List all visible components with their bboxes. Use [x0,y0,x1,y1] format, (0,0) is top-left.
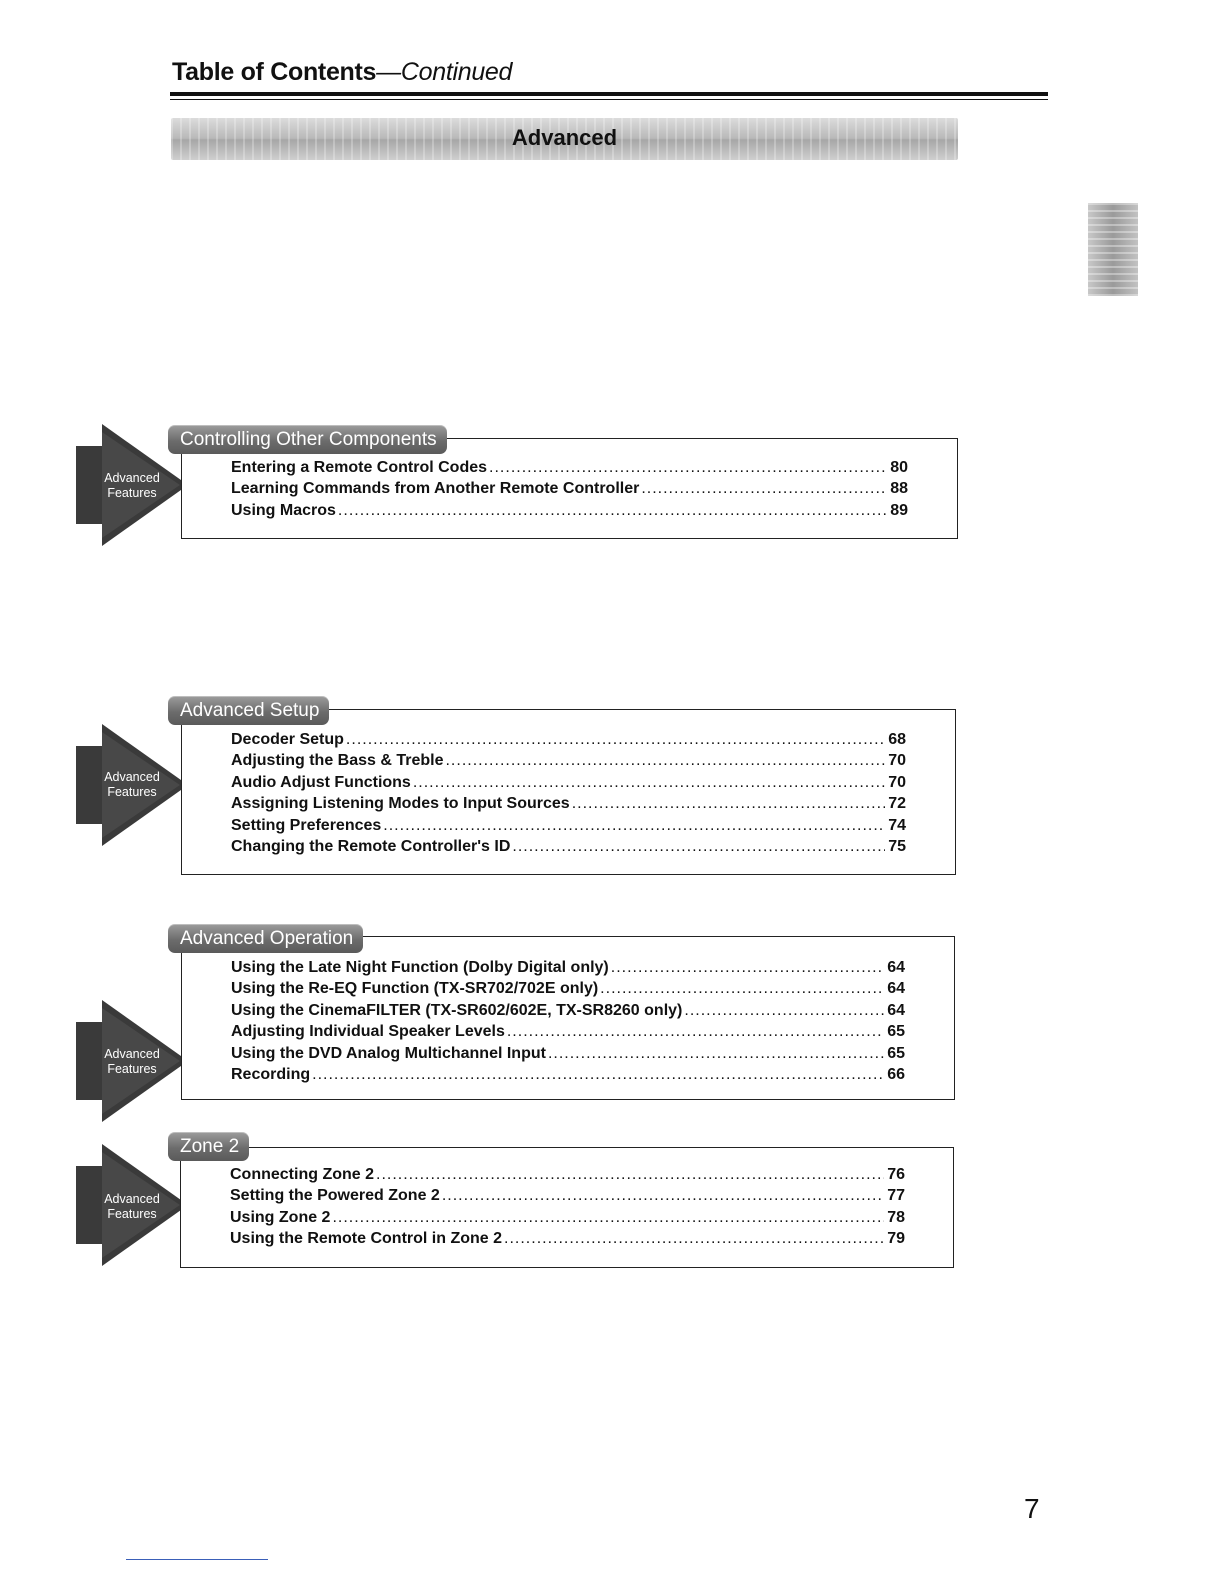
arrow-label [76,1047,188,1077]
dot-leader [512,838,885,856]
toc-entry-page: 79 [887,1230,905,1248]
toc-entry-title: Connecting Zone 2 [230,1166,374,1183]
toc-entry-title: Learning Commands from Another Remote Controller [231,480,640,498]
arrow-label [76,471,188,501]
toc-entry[interactable] [231,838,906,859]
toc-entry[interactable] [230,1166,905,1187]
toc-entry-page: 65 [887,1044,905,1062]
toc-entry-page: 72 [888,795,906,813]
footer-line [126,1559,268,1560]
arrow-label-line1: Advanced [104,1047,160,1061]
toc-entry-title: Recording [231,1065,311,1083]
arrow-label-line1: Advanced [104,471,160,485]
toc-entry-page: 75 [888,837,906,855]
toc-entry-title: Using the DVD Analog Multichannel Input [231,1044,546,1062]
toc-entry[interactable] [231,1023,905,1044]
toc-entry-page: 78 [887,1208,905,1226]
toc-entry[interactable] [231,502,908,523]
toc-entry[interactable] [231,774,906,795]
toc-entry[interactable] [231,459,908,480]
toc-entry-title: Using the Re-EQ Function (TX-SR702/702E only) [231,980,599,998]
arrow-label-line1: Advanced [104,1192,160,1206]
toc-entry-page: 76 [887,1166,905,1183]
dot-leader [445,752,885,770]
toc-entry-title: Adjusting Individual Speaker Levels [231,1023,505,1041]
advanced-banner [171,118,958,160]
toc-entry[interactable] [230,1209,905,1230]
toc-entry-title: Assigning Listening Modes to Input Sources [231,795,570,813]
dot-leader [338,502,887,520]
section-entries [231,459,908,523]
toc-entry-title: Entering a Remote Control Codes [231,459,488,476]
toc-entry[interactable] [231,1066,905,1087]
section-title-pill: Advanced Operation [168,924,363,953]
section-title-pill: Zone 2 [168,1132,249,1161]
dot-leader [684,1002,884,1020]
section-entries [230,1166,905,1252]
arrow-label-line2: Features [107,1062,157,1076]
arrow-label [76,770,188,800]
toc-entry-page: 80 [890,459,908,476]
toc-entry-title: Using the Remote Control in Zone 2 [230,1230,503,1248]
toc-entry[interactable] [231,980,905,1001]
toc-entry-title: Setting Preferences [231,816,382,834]
toc-entry-title: Using the CinemaFILTER (TX-SR602/602E, TX-SR8260 only) [231,1001,683,1019]
dot-leader [383,817,885,835]
side-thumb-tab [1088,203,1138,296]
toc-entry-title: Using Macros [231,501,336,519]
toc-entry-page: 88 [890,480,908,498]
dot-leader [600,980,884,998]
arrow-label-line2: Features [107,1207,157,1221]
toc-entry-page: 77 [887,1187,905,1205]
toc-entry[interactable] [231,480,908,501]
toc-entry[interactable] [230,1187,905,1208]
toc-entry-title: Using the Late Night Function (Dolby Digital only) [231,959,609,976]
toc-entry[interactable] [231,1002,905,1023]
dot-leader [641,480,887,498]
page-header-title [172,58,512,87]
toc-entry-page: 68 [888,731,906,748]
arrow-badge-setup [76,724,196,846]
dot-leader [332,1209,884,1227]
page-number: 7 [1024,1493,1040,1524]
dot-leader [346,731,885,749]
toc-entry-page: 74 [888,816,906,834]
toc-entry-page: 64 [887,980,905,998]
section-title-pill: Controlling Other Components [168,425,447,454]
toc-entry-title: Setting the Powered Zone 2 [230,1187,440,1205]
toc-entry[interactable] [231,959,905,980]
header-rule-thick [170,92,1048,96]
dot-leader [548,1045,884,1063]
toc-entry[interactable] [231,731,906,752]
dot-leader [312,1066,884,1084]
toc-entry-page: 70 [888,773,906,791]
toc-entry[interactable] [231,752,906,773]
toc-entry-page: 64 [887,1001,905,1019]
toc-entry-page: 64 [887,959,905,976]
toc-entry[interactable] [231,817,906,838]
header-continued-text: —Continued [376,58,513,86]
toc-entry-title: Using Zone 2 [230,1208,331,1226]
dot-leader [376,1166,884,1184]
section-entries [231,959,905,1087]
dot-leader [413,774,885,792]
arrow-badge-operation [76,1000,196,1122]
toc-entry[interactable] [231,795,906,816]
toc-entry-page: 66 [887,1065,905,1083]
toc-entry[interactable] [230,1230,905,1251]
dot-leader [442,1187,884,1205]
dot-leader [611,959,884,977]
toc-entry-title: Adjusting the Bass & Treble [231,752,444,770]
dot-leader [489,459,887,477]
arrow-label-line1: Advanced [104,770,160,784]
toc-entry-title: Changing the Remote Controller's ID [231,837,511,855]
arrow-label-line2: Features [107,486,157,500]
arrow-label [76,1192,188,1222]
toc-entry-page: 65 [887,1023,905,1041]
toc-entry-title: Decoder Setup [231,731,344,748]
toc-entry-page: 70 [888,752,906,770]
section-entries [231,731,906,859]
header-title-text: Table of Contents [172,58,377,86]
dot-leader [507,1023,884,1041]
arrow-badge-zone2 [76,1144,196,1266]
dot-leader [572,795,886,813]
header-rule-thin [170,99,1048,100]
arrow-label-line2: Features [107,785,157,799]
dot-leader [504,1230,884,1248]
toc-entry[interactable] [231,1045,905,1066]
banner-title: Advanced [511,125,618,150]
section-title-pill: Advanced Setup [168,696,329,725]
toc-entry-page: 89 [890,501,908,519]
toc-entry-title: Audio Adjust Functions [231,773,411,791]
